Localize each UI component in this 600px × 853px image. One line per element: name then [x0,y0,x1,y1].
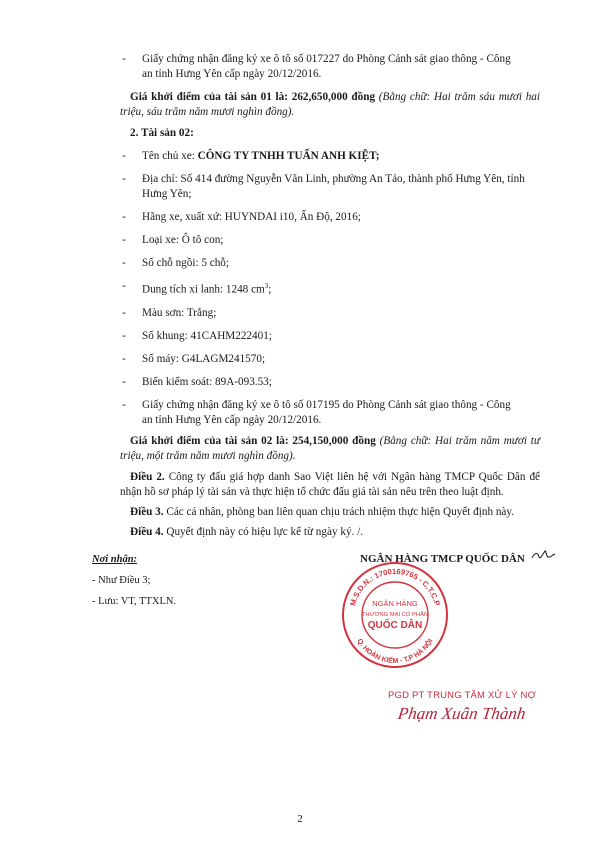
asset1-price-label: Giá khởi điểm của tài sản 01 là: 262,650,000 đồng [130,91,376,103]
asset2-price-words: (Bằng chữ: Hai trăm năm mươi tư triệu, một trăm năm mươi nghìn đồng). [120,434,541,462]
article-4: Điều 4. Quyết định này có hiệu lực kể từ ngày ký. /. [130,525,364,538]
asset2-type: - Loại xe: Ô tô con; [120,233,540,248]
signer-name: Phạm Xuân Thành [396,704,527,723]
asset2-address: - Địa chỉ: Số 414 đường Nguyễn Văn Linh, phường An Tảo, thành phố Hưng Yên, tỉnh Hưng Yên; [120,172,540,202]
asset2-starting-price [120,434,540,464]
asset2-price-label: Giá khởi điểm của tài sản 02 là: 254,150,000 đồng [130,434,376,447]
asset2-brand: - Hãng xe, xuất xứ: HUYNDAI i10, Ấn Độ, 2016; [120,210,540,225]
asset2-frame-number: - Số khung: 41CAHM222401; [120,329,540,344]
recipient-item: - Lưu: VT, TTXLN. [92,596,177,607]
asset2-owner: - Tên chủ xe: CÔNG TY TNHH TUẤN ANH KIỆT; [120,149,540,164]
asset2-color: - Màu sơn: Trắng; [120,306,540,321]
asset2-heading: 2. Tài sản 02: [130,127,194,139]
asset2-certificate: - Giấy chứng nhận đăng ký xe ô tô số 017195 do Phòng Cảnh sát giao thông - Công an tỉnh Hưng Yên cấp ngày 20/12/2016. [120,398,540,428]
recipients-title: Nơi nhận: [92,554,138,565]
svg-text:M.S.D.N.: 1700169765 - C.T.C.P: M.S.D.N.: 1700169765 - C.T.C.P [348,566,442,607]
document-body [120,52,540,545]
svg-text:Q. HOÀN KIẾM - T.P HÀ NỘI: Q. HOÀN KIẾM - T.P HÀ NỘI [355,637,435,666]
page-number: 2 [297,813,303,825]
recipients-block [92,552,292,615]
article-3: Điều 3. Các cá nhân, phòng ban liên quan chịu trách nhiệm thực hiện Quyết định này. [130,505,515,518]
svg-text:NGÂN HÀNG: NGÂN HÀNG [372,599,418,608]
issuing-bank-name: NGÂN HÀNG TMCP QUỐC DÂN [360,553,525,565]
svg-text:THƯƠNG MẠI CỔ PHẦN: THƯƠNG MẠI CỔ PHẦN [361,612,429,618]
asset1-certificate: - Giấy chứng nhận đăng ký xe ô tô số 017227 do Phòng Cảnh sát giao thông - Công an tỉnh Hưng Yên cấp ngày 20/12/2016. [120,52,540,82]
bank-seal-stamp [340,560,450,670]
asset1-price-words: (Bằng chữ: Hai trăm sáu mươi hai triệu, sáu trăm năm mươi nghìn đồng). [120,91,541,118]
signer-unit: PGD PT TRUNG TÂM XỬ LÝ NỢ [388,690,536,701]
asset1-starting-price [120,90,540,120]
initial-signature-icon [530,548,556,562]
asset2-license-plate: - Biển kiểm soát: 89A-093.53; [120,375,540,390]
asset2-engine-number: - Số máy: G4LAGM241570; [120,352,540,367]
svg-text:QUỐC DÂN: QUỐC DÂN [367,620,423,631]
asset2-seats: - Số chỗ ngồi: 5 chỗ; [120,256,540,271]
recipient-item: - Như Điều 3; [92,575,151,586]
asset2-capacity: - Dung tích xi lanh: 1248 $cm^3$; [120,279,540,298]
article-2: Điều 2. Công ty đấu giá hợp danh Sao Việt liên hệ với Ngân hàng TMCP Quốc Dân để nhận hồ sơ pháp lý tài sản và thực hiện tổ chức đấu giá tài sản nêu trên theo luật định. [120,470,541,498]
